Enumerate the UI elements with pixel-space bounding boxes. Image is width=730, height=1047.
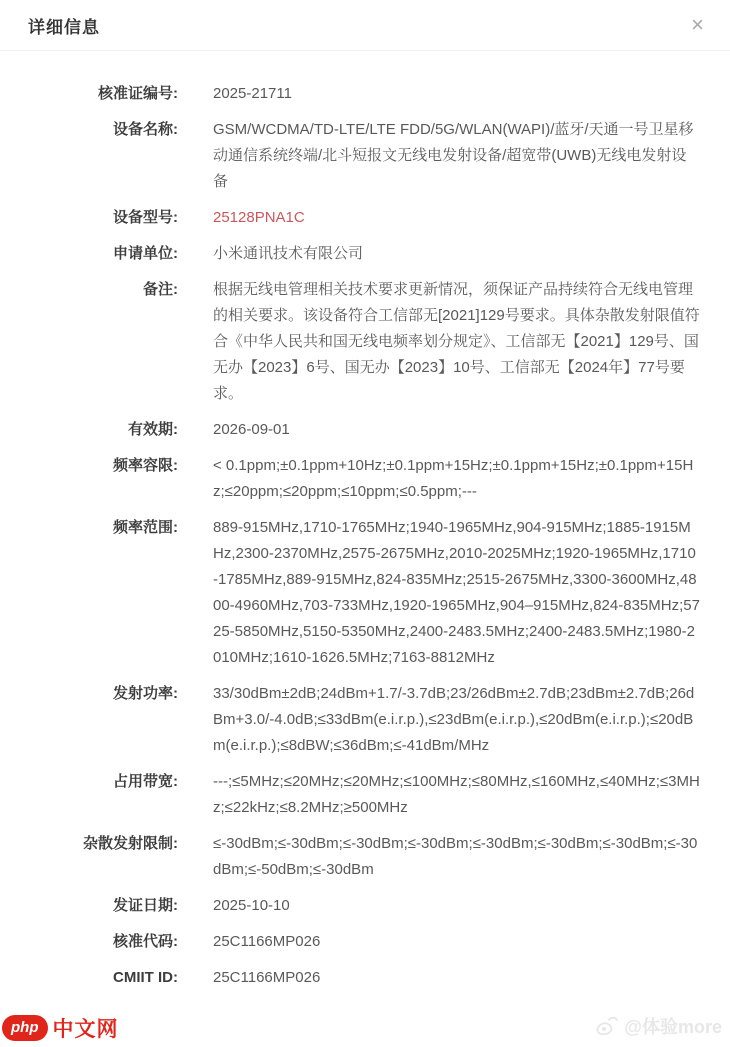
- field-value: 小米通讯技术有限公司: [213, 245, 364, 262]
- field-label: 设备名称:: [113, 121, 178, 138]
- field-label: 设备型号:: [113, 209, 178, 226]
- device-model-value: 25128PNA1C: [213, 209, 305, 226]
- field-row-transmit-power: [0, 681, 700, 759]
- field-label: 发证日期:: [113, 897, 178, 914]
- field-label: 发射功率:: [113, 685, 178, 702]
- field-label: 申请单位:: [113, 245, 178, 262]
- field-row-approval-code: [0, 929, 700, 955]
- field-row-issue-date: [0, 893, 700, 919]
- field-row-device-name: [0, 117, 700, 195]
- field-label: 核准代码:: [113, 933, 178, 950]
- detail-field-list: [0, 51, 730, 1047]
- page-title: 详细信息: [28, 17, 100, 37]
- weibo-watermark-text: @体验more: [624, 1017, 722, 1037]
- field-value: < 0.1ppm;±0.1ppm+10Hz;±0.1ppm+15Hz;±0.1ppm+15Hz;±0.1ppm+15Hz;≤20ppm;≤20ppm;≤10ppm;≤0.5ppm;---: [213, 457, 694, 500]
- field-value: 根据无线电管理相关技术要求更新情况，须保证产品持续符合无线电管理的相关要求。该设备符合工信部无[2021]129号要求。具体杂散发射限值符合《中华人民共和国无线电频率划分规定》、工信部无【2021】129号、国无办【2023】6号、国无办【2023】10号、工信部无【2024年】77号要求。: [213, 281, 700, 402]
- field-label: 杂散发射限制:: [83, 835, 178, 852]
- weibo-icon: [595, 1015, 619, 1037]
- field-row-occupied-bandwidth: [0, 769, 700, 821]
- field-label: CMIIT ID:: [113, 969, 178, 986]
- field-label: 频率范围:: [113, 519, 178, 536]
- php-cn-watermark-text: 中文网: [52, 1018, 119, 1041]
- weibo-watermark: [595, 1013, 722, 1039]
- php-cn-watermark: [2, 1013, 119, 1043]
- field-row-spurious-emission-limit: [0, 831, 700, 883]
- field-value: 2026-09-01: [213, 421, 290, 438]
- field-label: 占用带宽:: [113, 773, 178, 790]
- modal-header: [0, 0, 730, 51]
- field-value: 25C1166MP026: [213, 933, 321, 950]
- field-value: 2025-10-10: [213, 897, 290, 914]
- php-logo-icon: php: [2, 1015, 48, 1041]
- field-label: 有效期:: [128, 421, 178, 438]
- field-row-cmiit-id: [0, 965, 700, 991]
- field-label: 核准证编号:: [98, 85, 178, 102]
- field-row-device-model: [0, 205, 700, 231]
- field-value: ---;≤5MHz;≤20MHz;≤20MHz;≤100MHz;≤80MHz,≤160MHz,≤40MHz;≤3MHz;≤22kHz;≤8.2MHz;≥500MHz: [213, 773, 700, 816]
- close-icon[interactable]: ×: [691, 12, 704, 37]
- field-row-frequency-tolerance: [0, 453, 700, 505]
- field-row-frequency-range: [0, 515, 700, 671]
- field-value: ≤-30dBm;≤-30dBm;≤-30dBm;≤-30dBm;≤-30dBm;≤-30dBm;≤-30dBm;≤-30dBm;≤-50dBm;≤-30dBm: [213, 835, 698, 878]
- field-row-remarks: [0, 277, 700, 407]
- field-label: 备注:: [143, 281, 178, 298]
- field-value: 2025-21711: [213, 85, 292, 102]
- field-row-validity: [0, 417, 700, 443]
- field-row-applicant: [0, 241, 700, 267]
- field-label: 频率容限:: [113, 457, 178, 474]
- field-value: GSM/WCDMA/TD-LTE/LTE FDD/5G/WLAN(WAPI)/蓝牙/天通一号卫星移动通信系统终端/北斗短报文无线电发射设备/超宽带(UWB)无线电发射设备: [213, 121, 694, 190]
- field-value: 25C1166MP026: [213, 969, 321, 986]
- field-row-approval-cert-no: [0, 81, 700, 107]
- field-value: 889-915MHz,1710-1765MHz;1940-1965MHz,904-915MHz;1885-1915MHz,2300-2370MHz,2575-2675MHz,2010-2025MHz;1920-1965MHz,1710-1785MHz,889-915MHz,824-835MHz;2515-2675MHz,3300-3600MHz,4800-4960MHz,703-733MHz,1920-1965MHz,904–915MHz,824-835MHz;5725-5850MHz,5150-5350MHz,2400-2483.5MHz;2400-2483.5MHz;1980-2010MHz;1610-1626.5MHz;7163-8812MHz: [213, 519, 700, 666]
- field-value: 33/30dBm±2dB;24dBm+1.7/-3.7dB;23/26dBm±2.7dB;23dBm±2.7dB;26dBm+3.0/-4.0dB;≤33dBm(e.i.r.p.),≤23dBm(e.i.r.p.),≤20dBm(e.i.r.p.);≤20dBm(e.i.r.p.);≤8dBW;≤36dBm;≤-41dBm/MHz: [213, 685, 695, 754]
